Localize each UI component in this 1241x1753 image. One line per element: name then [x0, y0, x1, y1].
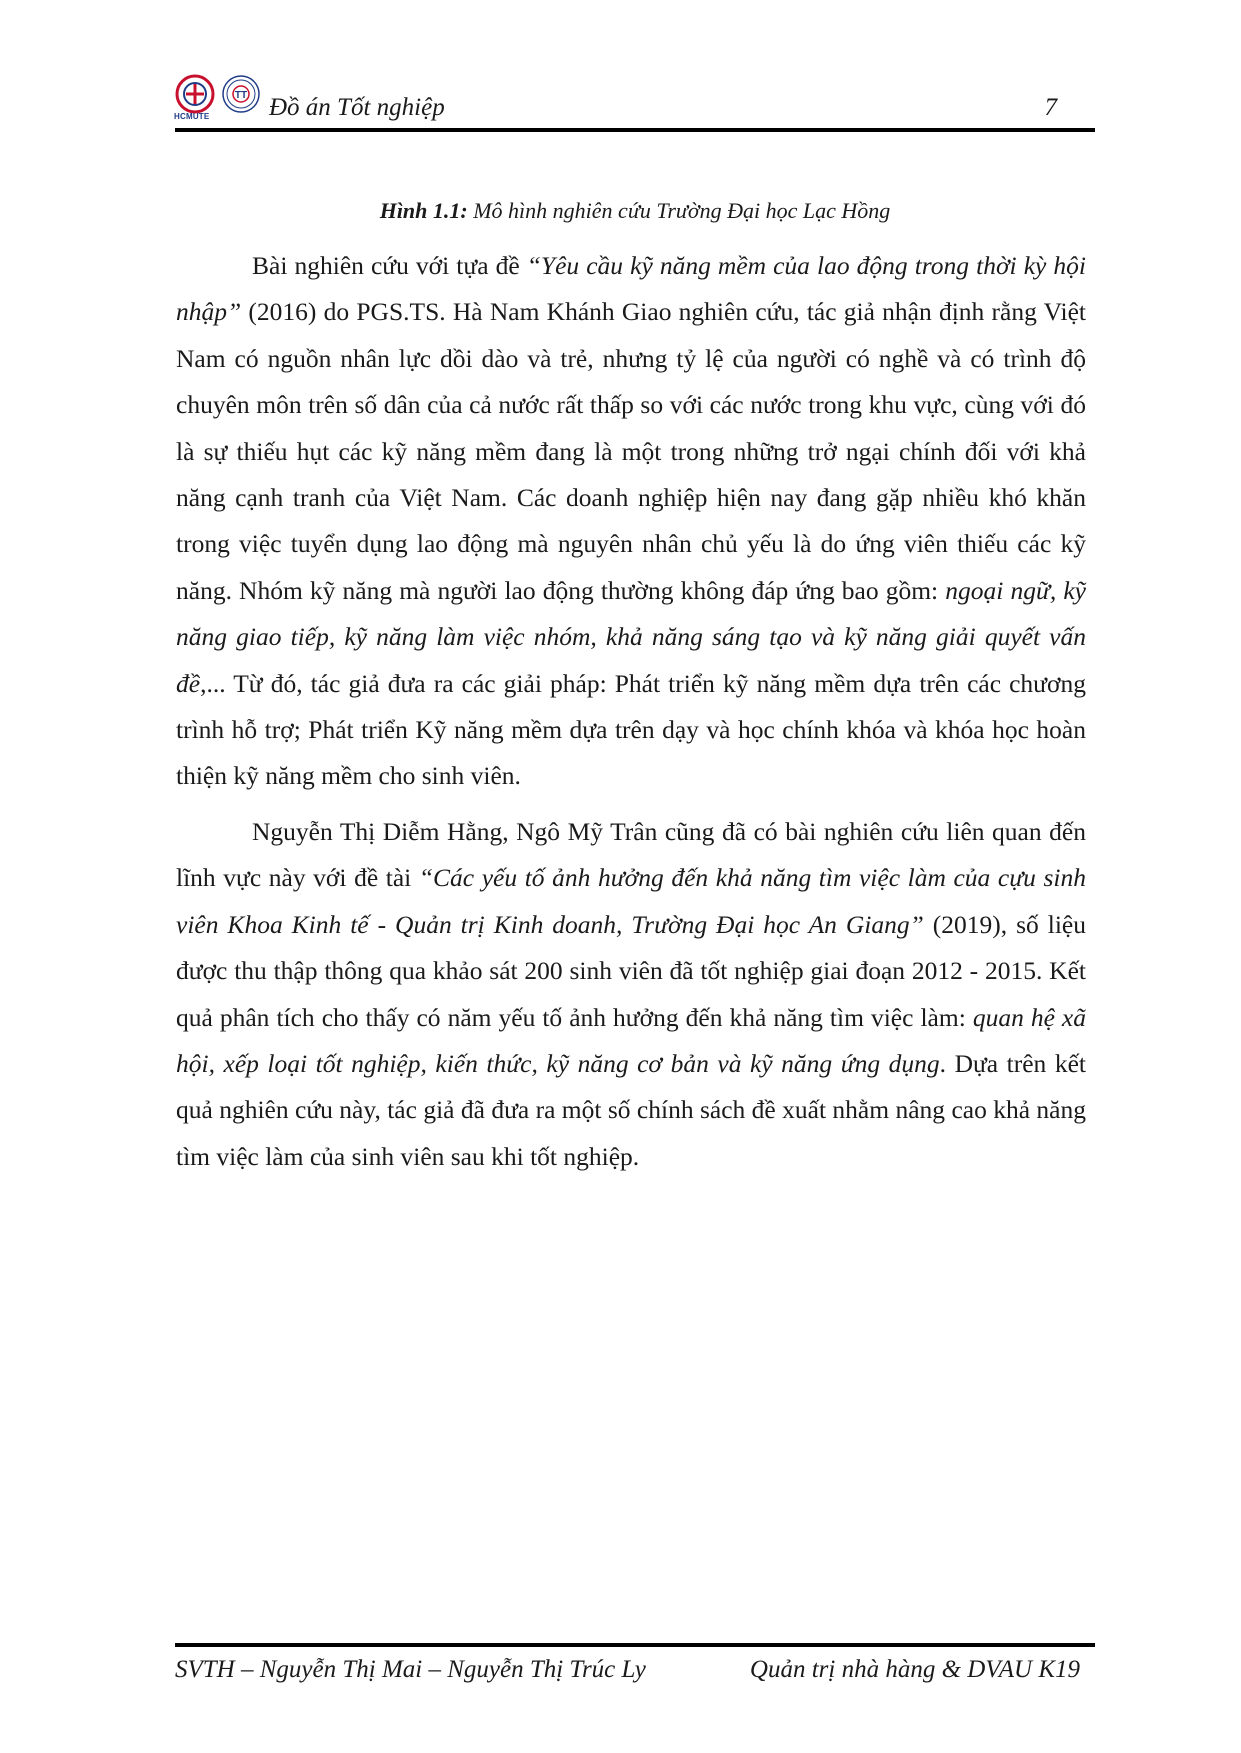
hcmute-logo-icon: [175, 74, 215, 114]
text-segment: . Dựa trên kết quả nghiên cứu này, tác giả đã đưa ra một số chính sách đề xuất nhằm nâng cao khả năng tìm việc làm của sinh viên sau khi tốt nghiệp.: [176, 1048, 1087, 1171]
header-logos: [175, 72, 263, 128]
text-segment: ,... Từ đó, tác giả đưa ra các giải pháp: Phát triển kỹ năng mềm dựa trên các chương trình hỗ trợ; Phát triển Kỹ năng mềm dựa trên dạy và học chính khóa và khóa học hoàn thiện kỹ năng mềm cho sinh viên.: [176, 668, 1086, 791]
body-paragraph: [176, 243, 1086, 800]
body-text: [176, 243, 1086, 1180]
school-logo-icon: [221, 74, 261, 114]
italic-text-segment: “Yêu cầu kỹ năng mềm của lao động trong thời kỳ hội nhập”: [176, 251, 1086, 327]
footer-program: Quản trị nhà hàng & DVAU K19: [749, 1656, 1080, 1683]
text-segment: Nguyễn Thị Diễm Hằng, Ngô Mỹ Trân cũng đã có bài nghiên cứu liên quan đến lĩnh vực này với đề tài: [176, 816, 1086, 893]
text-segment: Bài nghiên cứu với tựa đề: [252, 251, 527, 280]
italic-text-segment: ngoại ngữ, kỹ năng giao tiếp, kỹ năng làm việc nhóm, khả năng sáng tạo và kỹ năng giải quyết vấn đề: [176, 575, 1086, 698]
text-segment: (2016) do PGS.TS. Hà Nam Khánh Giao nghiên cứu, tác giả nhận định rằng Việt Nam có nguồn nhân lực dồi dào và trẻ, nhưng tỷ lệ của người có nghề và có trình độ chuyên môn trên số dân của cả nước rất thấp so với các nước trong khu vực, cùng với đó là sự thiếu hụt các kỹ năng mềm đang là một trong những trở ngại chính đối với khả năng cạnh tranh của Việt Nam. Các doanh nghiệp hiện nay đang gặp nhiều khó khăn trong việc tuyển dụng lao động mà nguyên nhân chủ yếu là do ứng viên thiếu các kỹ năng. Nhóm kỹ năng mà người lao động thường không đáp ứng bao gồm:: [176, 297, 1086, 605]
header-divider: [175, 128, 1095, 132]
body-paragraph: [176, 809, 1086, 1180]
figure-caption-label: Hình 1.1:: [379, 198, 468, 223]
italic-text-segment: quan hệ xã hội, xếp loại tốt nghiệp, kiến thức, kỹ năng cơ bản và kỹ năng ứng dụng: [176, 1002, 1087, 1078]
italic-text-segment: “Các yếu tố ảnh hưởng đến khả năng tìm việc làm của cựu sinh viên Khoa Kinh tế - Quản trị Kinh doanh, Trường Đại học An Giang”: [176, 863, 1086, 939]
text-segment: (2019), số liệu được thu thập thông qua khảo sát 200 sinh viên đã tốt nghiệp giai đoạn 2012 - 2015. Kết quả phân tích cho thấy có năm yếu tố ảnh hưởng đến khả năng tìm việc làm:: [176, 909, 1086, 1032]
footer-authors: SVTH – Nguyễn Thị Mai – Nguyễn Thị Trúc Ly: [175, 1656, 646, 1683]
footer-divider: [175, 1643, 1095, 1647]
page-number: 7: [1044, 94, 1057, 121]
figure-caption-text: Mô hình nghiên cứu Trường Đại học Lạc Hồng: [467, 198, 891, 223]
header-title: Đồ án Tốt nghiệp: [269, 94, 445, 121]
school-logo-text: TT: [234, 90, 248, 101]
page-header: [175, 72, 1095, 132]
hcmute-logo-caption: HCMUTE: [174, 112, 210, 121]
figure-caption: [175, 198, 1095, 224]
